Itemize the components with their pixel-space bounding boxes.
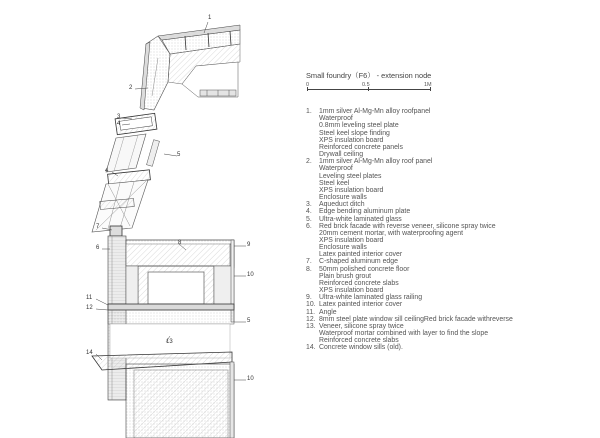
legend-entry-line: Waterproof (319, 115, 353, 123)
callout-13: 13 (166, 339, 173, 345)
legend-entry-line: Steel keel slope finding (319, 129, 390, 137)
legend-entry-line: XPS insulation board (319, 136, 384, 144)
scale-tick-0-5: 0.5 (362, 82, 370, 89)
legend-entry-number: 14. (306, 344, 316, 352)
legend-entry (306, 258, 596, 265)
gutter-box (115, 113, 157, 134)
legend-entry-number: 12. (306, 315, 316, 323)
callout-4-lower: 4 (105, 168, 109, 174)
callout-3: 3 (117, 114, 121, 120)
callout-10-lower: 10 (247, 376, 254, 382)
legend-entry-line: Waterproof mortar combined with layer to find the slope (319, 330, 489, 337)
legend-entry-number: 2. (306, 158, 312, 166)
legend-entry-line: Latex painted interior cover (319, 251, 403, 259)
callout-14: 14 (86, 350, 93, 356)
glass-upper (106, 134, 159, 172)
legend-entry-number: 3. (306, 201, 312, 209)
legend-entry-line: 0.8mm leveling steel plate (319, 122, 399, 130)
scale-tick-1m: 1M (424, 82, 432, 89)
legend-entry-number: 8. (306, 265, 312, 273)
callout-1: 1 (208, 15, 212, 21)
lower-wall-block (126, 362, 234, 438)
legend-entry-line: Enclosure walls (319, 244, 367, 252)
legend-entry-number: 13. (306, 322, 316, 330)
callout-9: 9 (247, 242, 251, 248)
window-sill-slab (108, 304, 234, 324)
callout-10: 10 (247, 272, 254, 278)
legend-entry (306, 266, 596, 295)
c-shaped-edge (110, 226, 122, 236)
legend-entry (306, 158, 596, 201)
drawing-title: Small foundry（F6） - extension node (306, 71, 432, 80)
legend-entry-line: Ultra-white laminated glass railing (319, 294, 423, 302)
legend-entry-line: Angle (319, 308, 337, 316)
legend-entry-number: 4. (306, 208, 312, 216)
legend-entry-line: C-shaped aluminum edge (319, 258, 398, 266)
legend-entry (306, 309, 596, 316)
callout-4: 4 (117, 121, 121, 127)
legend-entry-number: 9. (306, 294, 312, 302)
legend-entry-number: 5. (306, 215, 312, 223)
legend-entry-line: Reinforced concrete slabs (319, 337, 399, 345)
legend-entry-line: Latex painted interior cover (319, 301, 403, 309)
callout-5: 5 (177, 152, 181, 158)
legend-entry-line: Reinforced concrete panels (319, 143, 403, 151)
legend-entry (306, 216, 596, 223)
legend-entry-line: Edge bending aluminum plate (319, 208, 411, 216)
scale-mark (430, 87, 431, 91)
legend-entry-number: 1. (306, 108, 312, 116)
legend-entry-number: 11. (306, 308, 316, 316)
legend-entry-line: Plain brush grout (319, 272, 372, 280)
legend-entry-number: 6. (306, 222, 312, 230)
legend-entry (306, 294, 596, 301)
legend-entry-line: Concrete window sills (old). (319, 344, 403, 352)
scale-mark (368, 87, 369, 91)
legend-entry-number: 7. (306, 258, 312, 266)
legend-entry-number: 10. (306, 301, 316, 309)
legend-entry-line: Red brick facade with reverse veneer, silicone spray twice (319, 222, 496, 230)
legend-entry-line: Leveling steel plates (319, 172, 382, 180)
legend-entry-line: Ultra-white laminated glass (319, 215, 402, 223)
scale-tick-0: 0 (306, 82, 310, 89)
legend-entry-line: Veneer, silicone spray twice (319, 322, 404, 330)
callout-7: 7 (96, 224, 100, 230)
upper-window-opening (126, 266, 234, 308)
scale-mark (307, 87, 308, 91)
legend-entry-line: Enclosure walls (319, 194, 367, 202)
callout-12: 12 (86, 305, 93, 311)
legend-entry-line: Waterproof (319, 165, 353, 173)
legend-entry-line: XPS insulation board (319, 186, 384, 194)
legend-entry-line: Aqueduct ditch (319, 201, 365, 209)
legend-entry-line: Drywall ceiling (319, 151, 364, 159)
legend (306, 72, 596, 351)
scale-bar (306, 82, 596, 98)
legend-entry-line: XPS insulation board (319, 287, 384, 295)
callout-2: 2 (129, 85, 133, 91)
legend-entry (306, 201, 596, 208)
legend-entry (306, 316, 596, 323)
legend-entry-line: Steel keel (319, 179, 350, 187)
legend-entry-line: 1mm silver Al-Mg-Mn alloy roof panel (319, 158, 433, 166)
legend-entry-line: 8mm steel plate window sill ceilingRed brick facade withreverse (319, 315, 513, 323)
legend-list (306, 108, 596, 351)
legend-entry (306, 323, 596, 344)
legend-entry-line: Reinforced concrete slabs (319, 279, 399, 287)
legend-entry (306, 344, 596, 351)
glass-lower (92, 180, 148, 232)
legend-entry (306, 301, 596, 308)
legend-entry (306, 208, 596, 215)
callout-6: 6 (96, 245, 100, 251)
legend-entry-line: 50mm polished concrete floor (319, 265, 410, 273)
legend-entry-line: 20mm cement mortar, with waterproofing agent (319, 229, 464, 237)
legend-entry (306, 223, 596, 259)
callout-5-lower: 5 (247, 318, 251, 324)
callout-11: 11 (86, 295, 93, 301)
roof-sloping-panel (140, 36, 170, 110)
legend-entry-line: XPS insulation board (319, 236, 384, 244)
legend-entry (306, 108, 596, 158)
callout-8: 8 (178, 240, 182, 246)
legend-entry-line: 1mm silver Al-Mg-Mn alloy roofpanel (319, 108, 431, 116)
